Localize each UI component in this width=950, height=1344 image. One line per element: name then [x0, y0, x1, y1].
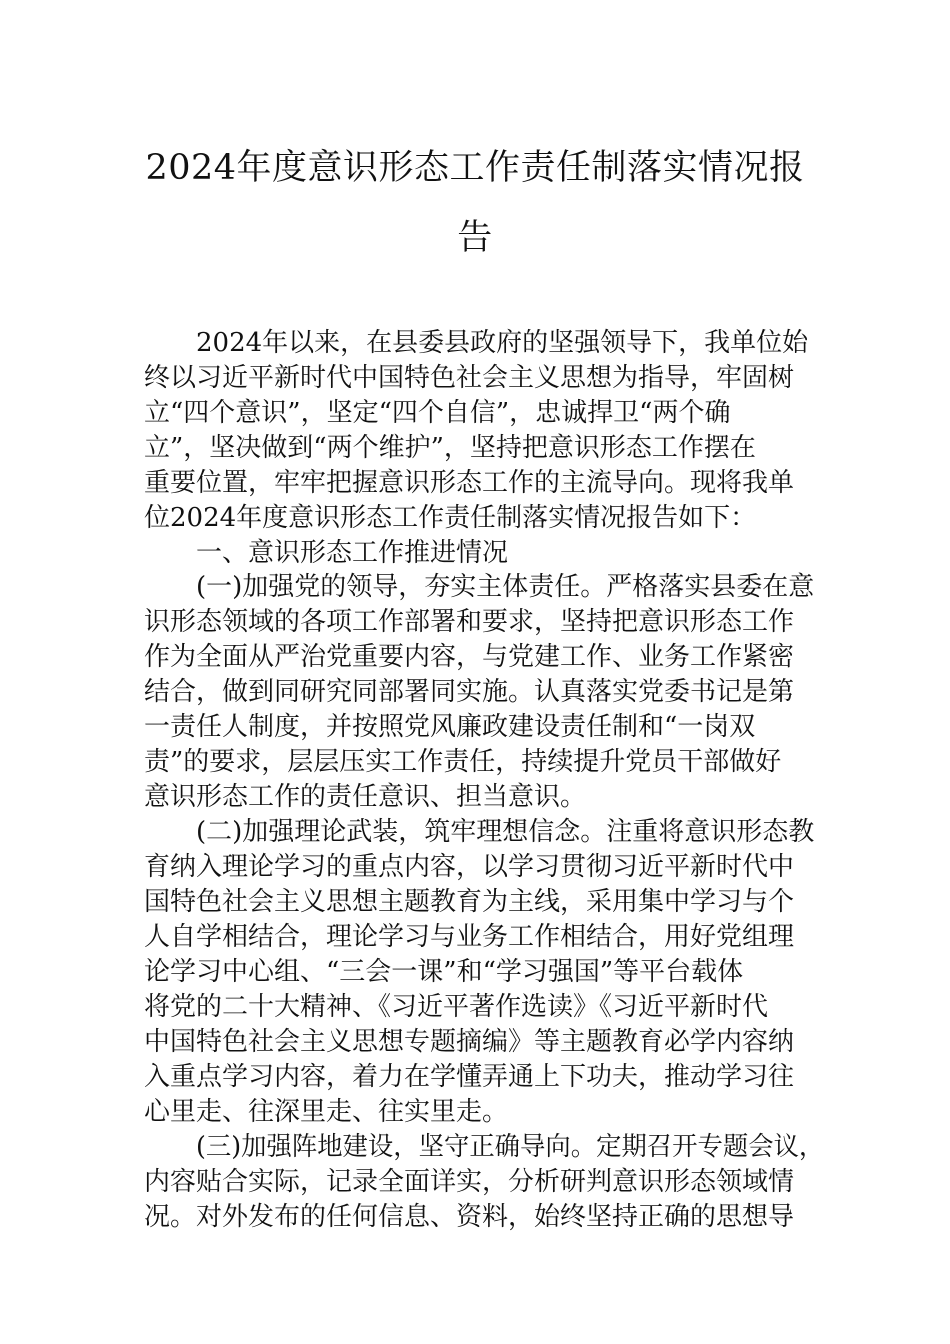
section-heading: 一、意识形态工作推进情况 — [196, 538, 509, 568]
body-line: 重要位置，牢牢把握意识形态工作的主流导向。现将我单 — [144, 468, 795, 498]
body-line: 立“四个意识”，坚定“四个自信”，忠诚捍卫“两个确 — [144, 398, 731, 428]
body-line: 心里走、往深里走、往实里走。 — [144, 1097, 509, 1127]
body-line: 立”，坚决做到“两个维护”，坚持把意识形态工作摆在 — [144, 433, 756, 463]
body-line: (一)加强党的领导，夯实主体责任。严格落实县委在意 — [196, 572, 815, 602]
body-line: 终以习近平新时代中国特色社会主义思想为指导，牢固树 — [144, 363, 795, 393]
body-line: 国特色社会主义思想主题教育为主线，采用集中学习与个 — [144, 887, 795, 917]
body-line: 识形态领域的各项工作部署和要求，坚持把意识形态工作 — [144, 607, 795, 637]
body-line: (二)加强理论武装，筑牢理想信念。注重将意识形态教 — [196, 817, 815, 847]
body-line: 中国特色社会主义思想专题摘编》等主题教育必学内容纳 — [144, 1027, 795, 1057]
body-line: 入重点学习内容，着力在学懂弄通上下功夫，推动学习往 — [144, 1062, 795, 1092]
body-line: 内容贴合实际，记录全面详实，分析研判意识形态领域情 — [144, 1167, 795, 1197]
body-line: (三)加强阵地建设，坚守正确导向。定期召开专题会议， — [196, 1132, 825, 1162]
body-line: 结合，做到同研究同部署同实施。认真落实党委书记是第 — [144, 677, 795, 707]
document-title-line-2: 告 — [457, 218, 493, 258]
body-line: 责”的要求，层层压实工作责任，持续提升党员干部做好 — [144, 747, 782, 777]
body-line: 意识形态工作的责任意识、担当意识。 — [144, 782, 587, 812]
body-line: 论学习中心组、“三会一课”和“学习强国”等平台载体 — [144, 957, 744, 987]
body-line: 一责任人制度，并按照党风廉政建设责任制和“一岗双 — [144, 712, 756, 742]
body-line: 位2024年度意识形态工作责任制落实情况报告如下： — [144, 503, 757, 533]
document-title-line-1: 2024年度意识形态工作责任制落实情况报 — [145, 148, 805, 188]
body-line: 人自学相结合，理论学习与业务工作相结合，用好党组理 — [144, 922, 795, 952]
body-line: 作为全面从严治党重要内容，与党建工作、业务工作紧密 — [144, 642, 795, 672]
body-line: 将党的二十大精神、《习近平著作选读》《习近平新时代 — [144, 992, 769, 1022]
body-line: 2024年以来，在县委县政府的坚强领导下，我单位始 — [196, 328, 809, 358]
body-line: 况。对外发布的任何信息、资料，始终坚持正确的思想导 — [144, 1202, 795, 1232]
body-line: 育纳入理论学习的重点内容，以学习贯彻习近平新时代中 — [144, 852, 795, 882]
